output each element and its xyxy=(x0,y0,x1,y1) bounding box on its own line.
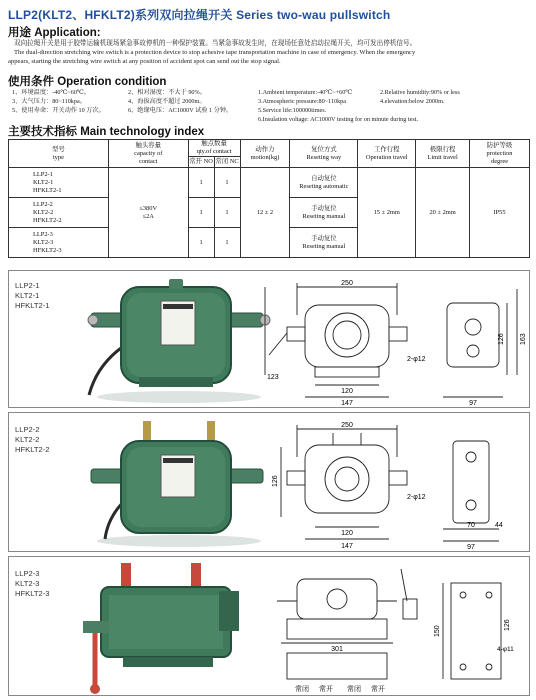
condition-en-2: 2.Relative humidity:90% or less xyxy=(380,89,460,96)
header-limit: 极限行程 Limit travel xyxy=(416,140,470,168)
product-panel-1 xyxy=(8,270,530,408)
condition-en-5: 5.Service life:100000times. xyxy=(258,107,327,114)
drawing-3 xyxy=(257,561,527,695)
header-motion: 动作力 motion(kg) xyxy=(240,140,290,168)
dim-width: 301 xyxy=(331,646,343,653)
dim-h1: 126 xyxy=(498,333,505,345)
application-heading: 用途 Application: xyxy=(8,27,101,39)
panel-2-models: LLP2-2 KLT2-2 HFKLT2-2 xyxy=(15,425,50,454)
dim-side-a: 70 xyxy=(467,522,475,529)
drawing-2 xyxy=(257,417,527,551)
switch-photo-2 xyxy=(79,419,279,549)
condition-en-1: 1.Ambient temperature:-40℃~+60℃ xyxy=(258,89,353,96)
header-nc: 常闭 NC xyxy=(214,157,240,168)
dim-holes: 2-φ12 xyxy=(407,356,426,363)
condition-cn-6: 6、绝缘电压：AC1000V 试验 1 分钟。 xyxy=(128,107,233,114)
dim-left: 123 xyxy=(267,374,279,381)
application-cn: 双向拉绳开关是用于胶带运输机现场紧急事故停机的一种保护装置。当紧急事故发生时，在现场任意处启动拉绳开关，均可发出停机信号。 xyxy=(14,40,417,47)
dim-base: 120 xyxy=(341,530,353,537)
terminal-label-3: 常闭 xyxy=(347,686,361,693)
condition-heading: 使用条件 Operation condition xyxy=(8,76,167,88)
dim-h2: 126 xyxy=(504,619,511,631)
drawing-1 xyxy=(257,275,527,407)
header-no: 常开 NO xyxy=(188,157,214,168)
condition-en-4: 4.elevation:below 2000m. xyxy=(380,98,445,105)
condition-cn-3: 3、大气压力：80~110kpa。 xyxy=(12,98,86,105)
condition-en-6: 6.Insulation voltage: AC1000V testing for on minute during test. xyxy=(258,116,419,123)
dim-base: 120 xyxy=(341,388,353,395)
tech-heading: 主要技术指标 Main technology index xyxy=(8,126,205,138)
header-capacity: 触头容量 capacity of contact xyxy=(108,140,188,168)
table-row: LLP2-3 KLT2-3 HFKLT2-3 1 1 手动复位 Reseting manual xyxy=(9,228,530,258)
panel-3-models: LLP2-3 KLT2-3 HFKLT2-3 xyxy=(15,569,50,598)
condition-cn-4: 4、海拔高度不超过 2000m。 xyxy=(128,98,206,105)
dim-h2: 163 xyxy=(520,333,527,345)
header-travel: 工作行程 Operation travel xyxy=(358,140,416,168)
switch-photo-1 xyxy=(79,277,279,405)
dim-h1: 150 xyxy=(434,625,441,637)
dim-h1: 126 xyxy=(272,475,279,487)
header-protection: 防护等级 protection degree xyxy=(470,140,530,168)
terminal-label-1: 常闭 xyxy=(295,686,309,693)
condition-en-3: 3.Atmospheric pressure:80~110kpa xyxy=(258,98,347,105)
page-title: LLP2(KLT2、HFKLT2)系列双向拉绳开关 Series two-wau pullswitch xyxy=(8,8,391,22)
condition-cn-2: 2、相对湿度：不大于 90%。 xyxy=(128,89,206,96)
header-type: 型号 type xyxy=(9,140,109,168)
product-panel-3 xyxy=(8,556,530,696)
table-row: LLP2-1 KLT2-1 HFKLT2-1 ≤380V ≤2A 1 1 12 ± 2 自动复位 Reseting automatic 15 ± 2mm 20 ± 2mm IP55 xyxy=(9,168,530,198)
condition-cn-1: 1、环境温度：-40℃~60℃。 xyxy=(12,89,91,96)
condition-cn-5: 5、使用寿命：开关动作 10 万次。 xyxy=(12,107,105,114)
dim-total: 147 xyxy=(341,400,353,407)
dim-holes: 4-φ11 xyxy=(497,646,514,653)
dim-holes: 2-φ12 xyxy=(407,494,426,501)
switch-photo-3 xyxy=(73,561,273,695)
application-en-line2: appears, starting the stretching wire switch at any position of accident spot can send out the stop signal. xyxy=(8,58,281,65)
terminal-label-4: 常开 xyxy=(371,686,385,693)
dim-width: 250 xyxy=(341,422,353,429)
spec-table xyxy=(8,139,530,258)
header-qty: 触点数量 qty.of contact xyxy=(188,140,240,157)
dim-side: 97 xyxy=(467,544,475,551)
dim-side-b: 44 xyxy=(495,522,503,529)
panel-1-models: LLP2-1 KLT2-1 HFKLT2-1 xyxy=(15,281,50,310)
terminal-label-2: 常开 xyxy=(319,686,333,693)
table-row: LLP2-2 KLT2-2 HFKLT2-2 1 1 手动复位 Reseting manual xyxy=(9,198,530,228)
header-reset: 复位方式 Reseting way xyxy=(290,140,358,168)
dim-side: 97 xyxy=(469,400,477,407)
product-panel-2 xyxy=(8,412,530,552)
dim-width: 250 xyxy=(341,280,353,287)
dim-total: 147 xyxy=(341,543,353,550)
application-en-line1: The dual-direction stretching wire switch is a protection device to stop achesive tape transportation machine in case of emergency. When the emergency xyxy=(14,49,416,56)
